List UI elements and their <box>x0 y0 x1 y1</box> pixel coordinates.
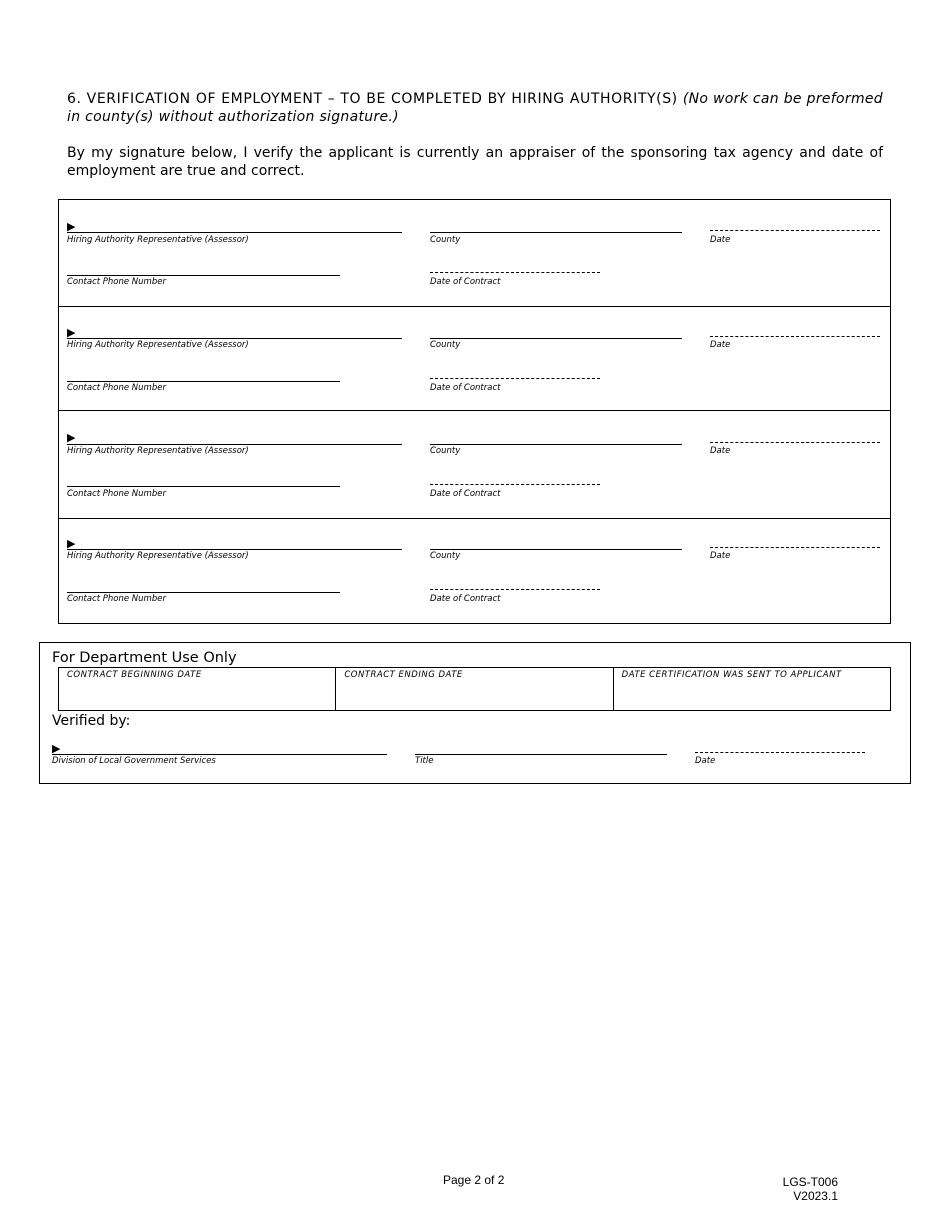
contract-ending-date-cell[interactable]: CONTRACT ENDING DATE <box>336 668 613 710</box>
county-label: County <box>430 235 461 245</box>
phone-field[interactable] <box>67 275 340 276</box>
date-label: Date <box>710 235 731 245</box>
page-number: Page 2 of 2 <box>443 1173 505 1187</box>
phone-label: Contact Phone Number <box>67 594 166 604</box>
department-date-field[interactable] <box>695 752 865 753</box>
date-field[interactable] <box>710 230 880 231</box>
hiring-authority-table <box>58 199 891 624</box>
county-field[interactable] <box>430 444 682 445</box>
title-label: Title <box>415 756 434 766</box>
phone-label: Contact Phone Number <box>67 489 166 499</box>
contract-date-field[interactable] <box>430 272 600 273</box>
department-date-label: Date <box>695 756 716 766</box>
division-signature-field[interactable] <box>52 754 387 755</box>
signature-arrow-icon: ▶ <box>67 431 76 444</box>
contract-beginning-date-cell[interactable]: CONTRACT BEGINNING DATE <box>59 668 336 710</box>
date-field[interactable] <box>710 547 880 548</box>
form-identifier <box>770 1175 838 1203</box>
department-use-box <box>39 642 911 784</box>
county-field[interactable] <box>430 338 682 339</box>
form-version: V2023.1 <box>793 1189 838 1203</box>
contract-date-field[interactable] <box>430 484 600 485</box>
authority-row <box>59 410 890 518</box>
county-label: County <box>430 551 461 561</box>
signature-arrow-icon: ▶ <box>52 742 61 755</box>
representative-signature-field[interactable] <box>67 232 402 233</box>
county-label: County <box>430 340 461 350</box>
phone-field[interactable] <box>67 592 340 593</box>
verified-by-label: Verified by: <box>52 713 131 729</box>
date-field[interactable] <box>710 442 880 443</box>
county-field[interactable] <box>430 549 682 550</box>
representative-signature-field[interactable] <box>67 549 402 550</box>
date-label: Date <box>710 551 731 561</box>
title-field[interactable] <box>415 754 667 755</box>
signature-arrow-icon: ▶ <box>67 326 76 339</box>
date-label: Date <box>710 340 731 350</box>
representative-signature-field[interactable] <box>67 444 402 445</box>
representative-signature-field[interactable] <box>67 338 402 339</box>
contract-date-label: Date of Contract <box>430 383 501 393</box>
date-label: Date <box>710 446 731 456</box>
contract-date-field[interactable] <box>430 378 600 379</box>
signature-arrow-icon: ▶ <box>67 537 76 550</box>
representative-label: Hiring Authority Representative (Assessor) <box>67 446 249 456</box>
signature-arrow-icon: ▶ <box>67 220 76 233</box>
authority-row <box>59 200 890 307</box>
county-field[interactable] <box>430 232 682 233</box>
representative-label: Hiring Authority Representative (Assessor) <box>67 235 249 245</box>
phone-field[interactable] <box>67 381 340 382</box>
contract-date-label: Date of Contract <box>430 594 501 604</box>
section-heading <box>67 90 883 126</box>
section-title: 6. VERIFICATION OF EMPLOYMENT – TO BE COMPLETED BY HIRING AUTHORITY(S) <box>67 91 678 107</box>
representative-label: Hiring Authority Representative (Assessor) <box>67 551 249 561</box>
authority-row <box>59 518 890 623</box>
phone-label: Contact Phone Number <box>67 277 166 287</box>
division-label: Division of Local Government Services <box>52 756 216 766</box>
phone-field[interactable] <box>67 486 340 487</box>
certification-sent-date-cell[interactable]: DATE CERTIFICATION WAS SENT TO APPLICANT <box>621 670 842 680</box>
department-date-grid <box>58 667 891 711</box>
contract-date-label: Date of Contract <box>430 277 501 287</box>
contract-date-field[interactable] <box>430 589 600 590</box>
county-label: County <box>430 446 461 456</box>
authority-row <box>59 306 890 411</box>
contract-date-label: Date of Contract <box>430 489 501 499</box>
verification-statement: By my signature below, I verify the applicant is currently an appraiser of the sponsoring tax agency and date of employment are true and correct. <box>67 145 883 179</box>
date-field[interactable] <box>710 336 880 337</box>
representative-label: Hiring Authority Representative (Assessor) <box>67 340 249 350</box>
form-code: LGS-T006 <box>782 1175 838 1189</box>
department-title: For Department Use Only <box>52 650 237 666</box>
section-note: (No work can be preformed in county(s) without authorization signature.) <box>67 91 883 125</box>
phone-label: Contact Phone Number <box>67 383 166 393</box>
